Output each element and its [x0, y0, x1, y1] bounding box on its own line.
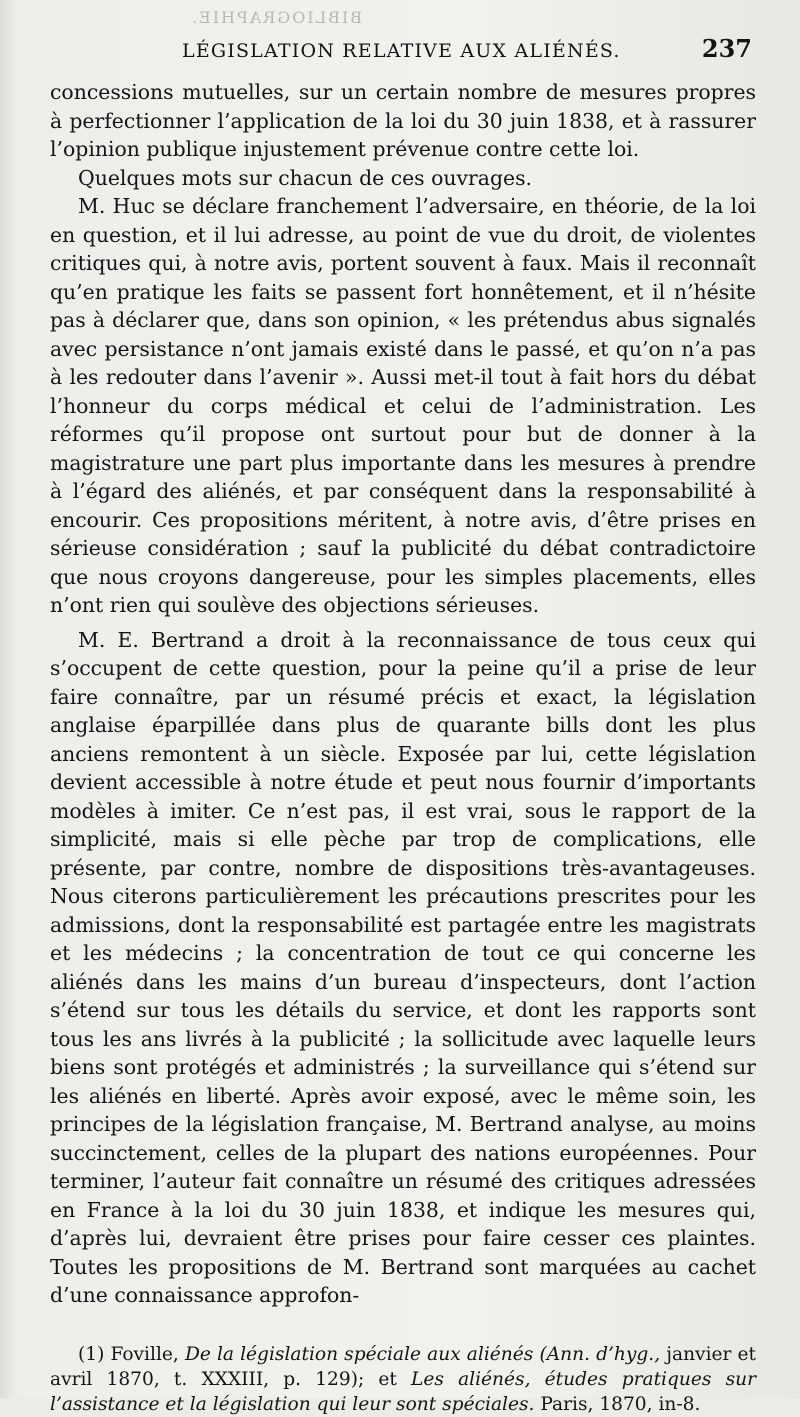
body-text [50, 78, 756, 1310]
paragraph: Quelques mots sur chacun de ces ouvrages. [78, 165, 533, 190]
page-header [50, 34, 756, 78]
running-title: LÉGISLATION RELATIVE AUX ALIÉNÉS. [182, 40, 621, 62]
footnote-title: De la législation spéciale aux aliénés [184, 1343, 534, 1365]
footnote-reference: Paris, 1870, in-8. [540, 1393, 701, 1415]
footnote-marker: (1) [78, 1343, 105, 1365]
paragraph: concessions mutuelles, sur un certain nombre de mesures propres à perfectionner l’application de la loi du 30 juin 1838, et à rassurer l’opinion publique injustement prévenue contre cette loi. [50, 80, 756, 161]
footnote-journal: (Ann. d’hyg., [539, 1343, 661, 1365]
footnote [50, 1342, 756, 1417]
footnote-reference: janvier et avril 1870, t. XXXIII, p. 129); et [50, 1343, 756, 1390]
show-through-text: BIBLIOGRAPHIE. [190, 8, 363, 27]
paragraph: M. E. Bertrand a droit à la reconnaissance de tous ceux qui s’occupent de cette question, pour la peine qu’il a prise de leur faire connaître, par un résumé précis et exact, la législation anglaise éparpillée dans plus de quarante bills dont les plus anciens remontent à un siècle. Exposée par lui, cette législation devient accessible à notre étude et peut nous fournir d’importants modèles à imiter. Ce n’est pas, il est vrai, sous le rapport de la simplicité, mais si elle pèche par trop de complications, elle présente, par contre, nombre de dispositions très-avantageuses. Nous citerons particulièrement les précautions prescrites pour les admissions, dont la responsabilité est partagée entre les magistrats et les médecins ; la concentration de tout ce qui concerne les aliénés dans les mains d’un bureau d’inspecteurs, dont l’action s’étend sur tous les détails du service, et dont les rapports sont tous les ans livrés à la publicité ; la sollicitude avec laquelle leurs biens sont protégés et administrés ; la surveillance qui s’étend sur les aliénés en liberté. Après avoir exposé, avec le même soin, les principes de la législation française, M. Bertrand analyse, au moins succinctement, celles de la plupart des nations européennes. Pour terminer, l’auteur fait connaître un résumé des critiques adressées en France à la loi du 30 juin 1838, et indique les mesures qui, d’après lui, devraient être prises pour faire cesser ces plaintes. Toutes les propositions de M. Bertrand sont marquées au cachet d’une connaissance approfon- [50, 627, 756, 1307]
footnote-title: Les aliénés, études pratiques sur l’assistance et la législation qui leur sont spéciales. [50, 1368, 756, 1415]
page-number: 237 [701, 34, 752, 63]
footnote-author: Foville, [110, 1343, 179, 1365]
paragraph: M. Huc se déclare franchement l’adversaire, en théorie, de la loi en question, et il lui adresse, au point de vue du droit, de violentes critiques qui, à notre avis, portent souvent à faux. Mais il reconnaît qu’en pratique les faits se passent fort honnêtement, et il n’hésite pas à déclarer que, dans son opinion, « les prétendus abus signalés avec persistance n’ont jamais existé dans le passé, et qu’on n’a pas à les redouter dans l’avenir ». Aussi met-il tout à fait hors du débat l’honneur du corps médical et celui de l’administration. Les réformes qu’il propose ont surtout pour but de donner à la magistrature une part plus importante dans les mesures à prendre à l’égard des aliénés, et par conséquent dans la responsabilité à encourir. Ces propositions méritent, à notre avis, d’être prises en sérieuse considération ; sauf la publicité du débat contradictoire que nous croyons dangereuse, pour les simples placements, elles n’ont rien qui soulève des objections sérieuses. [50, 194, 756, 617]
